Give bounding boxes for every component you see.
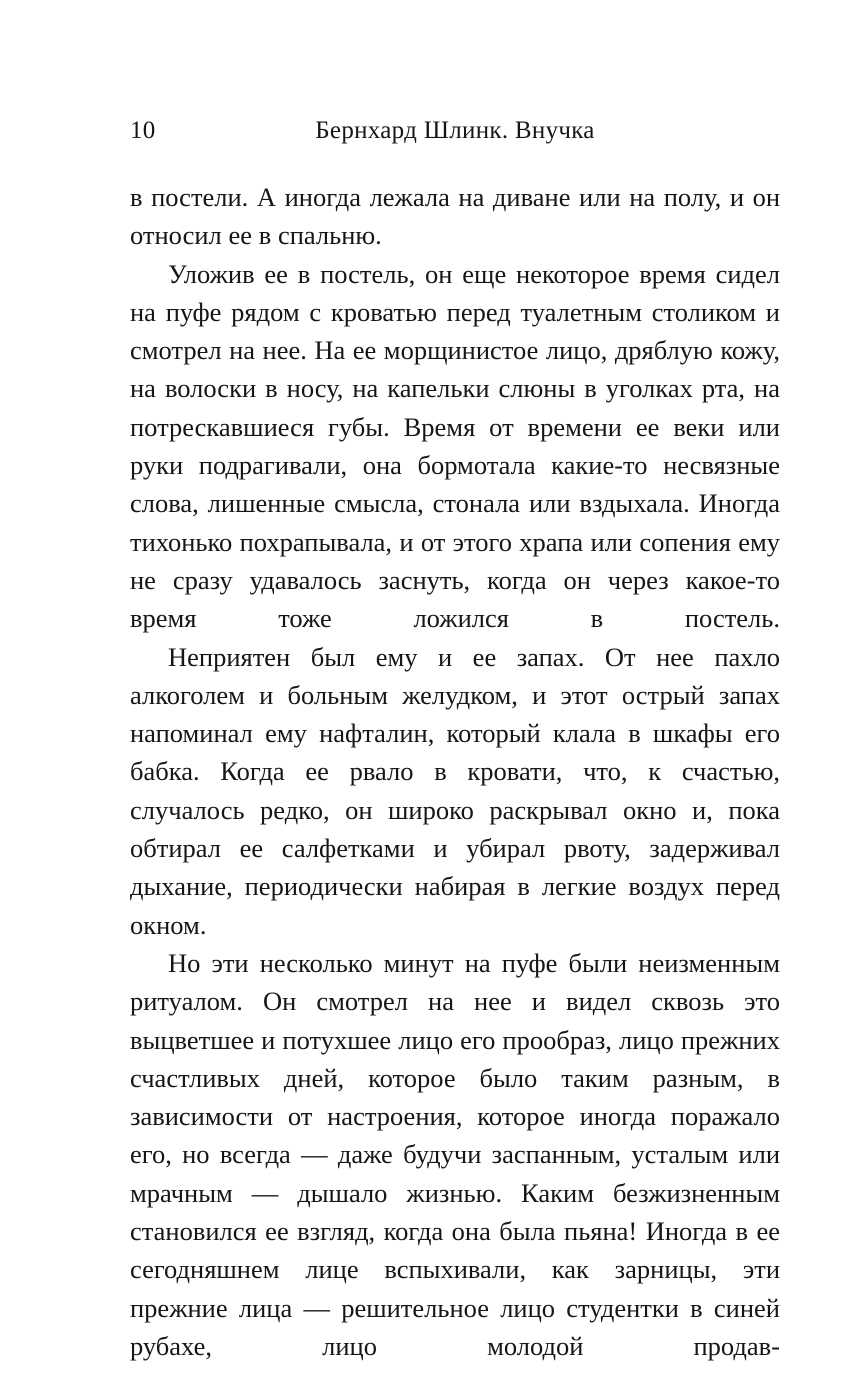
paragraph: Неприятен был ему и ее запах. От нее пахло алкоголем и больным желудком, и этот острый запах напоминал ему нафталин, который клала в шкафы его бабка. Когда ее рвало в кровати, что, к счастью, случалось редко, он широко раскрывал окно и, пока обтирал ее салфетками и убирал рвоту, задерживал дыхание, периодически набирая в легкие воздух перед окном. <box>130 641 780 940</box>
paragraph-continued: в постели. А иногда лежала на диване или на полу, и он относил ее в спальню. <box>130 182 780 251</box>
paragraph: Уложив ее в постель, он еще некоторое время сидел на пуфе рядом с кроватью перед туалетным столиком и смотрел на нее. На ее морщинистое лицо, дряблую кожу, на волоски в носу, на капельки слюны в уголках рта, на потрескавшиеся губы. Время от времени ее веки или руки подрагивали, она бормотала какие-то несвязные слова, лишенные смысла, стонала или вздыхала. Иногда тихонько похрапывала, и от этого храпа или сопения ему не сразу удавалось заснуть, когда он через какое-то время тоже ложился в постель. <box>130 258 780 634</box>
running-title: Бернхард Шлинк. Внучка <box>315 117 595 144</box>
paragraph: Но эти несколько минут на пуфе были неизменным ритуалом. Он смотрел на нее и видел сквозь это выцветшее и потухшее лицо его прообраз, лицо прежних счастливых дней, которое было таким разным, в зависимости от настроения, которое иногда поражало его, но всегда — даже будучи заспанным, усталым или мрачным — дышало жизнью. Каким безжизненным становился ее взгляд, когда она была пьяна! Иногда в ее сегодняшнем лице вспыхивали, как зарницы, эти прежние лица — решительное лицо студентки в синей рубахе, лицо молодой продав- <box>130 947 780 1361</box>
text-block <box>130 178 780 1365</box>
page-number: 10 <box>130 117 156 144</box>
running-head <box>130 116 780 146</box>
